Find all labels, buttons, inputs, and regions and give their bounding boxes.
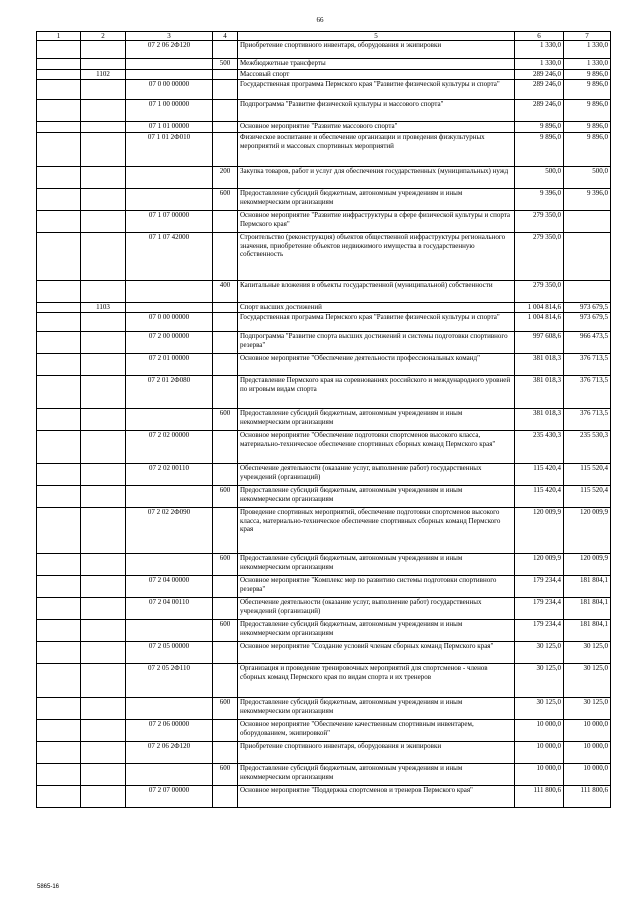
section-code-cell xyxy=(37,281,81,303)
expense-type-cell xyxy=(213,70,238,80)
section-code-cell xyxy=(37,720,81,742)
amount-year2-cell: 376 713,5 xyxy=(564,409,611,431)
item-name-cell: Строительство (реконструкция) объектов общественной инфраструктуры регионального значения, приобретение объектов недвижимого имущества в государственную собственность xyxy=(238,233,515,281)
section-code-cell xyxy=(37,576,81,598)
section-code-cell xyxy=(37,554,81,576)
budget-table xyxy=(36,31,611,808)
expense-type-cell xyxy=(213,720,238,742)
subsection-code-cell xyxy=(81,742,126,764)
expense-type-cell xyxy=(213,642,238,664)
target-article-cell: 07 2 00 00000 xyxy=(126,332,213,354)
amount-year1-cell: 1 330,0 xyxy=(515,41,564,59)
subsection-code-cell xyxy=(81,313,126,332)
table-row xyxy=(37,133,611,167)
expense-type-cell: 600 xyxy=(213,409,238,431)
target-article-cell xyxy=(126,167,213,189)
table-row xyxy=(37,742,611,764)
item-name-cell: Организация и проведение тренировочных мероприятий для спортсменов - членов сборных команд Пермского края по видам спорта и их тренеров xyxy=(238,664,515,698)
item-name-cell: Подпрограмма "Развитие спорта высших достижений и системы подготовки спортивного резерва" xyxy=(238,332,515,354)
column-header: 1 xyxy=(37,32,81,41)
amount-year2-cell: 9 396,0 xyxy=(564,189,611,211)
amount-year2-cell: 115 520,4 xyxy=(564,486,611,508)
section-code-cell xyxy=(37,80,81,100)
expense-type-cell xyxy=(213,576,238,598)
subsection-code-cell xyxy=(81,281,126,303)
target-article-cell: 07 1 01 00000 xyxy=(126,122,213,133)
expense-type-cell: 400 xyxy=(213,281,238,303)
amount-year2-cell xyxy=(564,281,611,303)
subsection-code-cell xyxy=(81,80,126,100)
table-row xyxy=(37,598,611,620)
section-code-cell xyxy=(37,376,81,409)
item-name-cell: Основное мероприятие "Обеспечение деятельности профессиональных команд" xyxy=(238,354,515,376)
item-name-cell: Основное мероприятие "Развитие массового спорта" xyxy=(238,122,515,133)
expense-type-cell: 600 xyxy=(213,764,238,786)
amount-year2-cell: 9 896,0 xyxy=(564,80,611,100)
amount-year2-cell: 30 125,0 xyxy=(564,664,611,698)
expense-type-cell xyxy=(213,211,238,233)
amount-year1-cell: 115 420,4 xyxy=(515,486,564,508)
expense-type-cell xyxy=(213,100,238,122)
amount-year1-cell: 111 800,6 xyxy=(515,786,564,808)
item-name-cell: Капитальные вложения в объекты государственной (муниципальной) собственности xyxy=(238,281,515,303)
expense-type-cell xyxy=(213,508,238,554)
column-header: 7 xyxy=(564,32,611,41)
item-name-cell: Межбюджетные трансферты xyxy=(238,59,515,70)
amount-year2-cell: 120 009,9 xyxy=(564,508,611,554)
item-name-cell: Основное мероприятие "Комплекс мер по развитию системы подготовки спортивного резерва" xyxy=(238,576,515,598)
amount-year1-cell: 9 896,0 xyxy=(515,122,564,133)
subsection-code-cell xyxy=(81,167,126,189)
section-code-cell xyxy=(37,620,81,642)
subsection-code-cell xyxy=(81,464,126,486)
table-row xyxy=(37,409,611,431)
amount-year1-cell: 179 234,4 xyxy=(515,620,564,642)
amount-year1-cell: 120 009,9 xyxy=(515,554,564,576)
subsection-code-cell xyxy=(81,576,126,598)
target-article-cell: 07 2 06 2Ф120 xyxy=(126,742,213,764)
subsection-code-cell xyxy=(81,100,126,122)
amount-year1-cell: 9 896,0 xyxy=(515,133,564,167)
header-row xyxy=(37,32,611,41)
table-row xyxy=(37,59,611,70)
target-article-cell: 07 2 05 00000 xyxy=(126,642,213,664)
subsection-code-cell xyxy=(81,41,126,59)
item-name-cell: Обеспечение деятельности (оказание услуг, выполнение работ) государственных учреждений (организаций) xyxy=(238,464,515,486)
amount-year1-cell: 381 018,3 xyxy=(515,354,564,376)
amount-year1-cell: 997 608,6 xyxy=(515,332,564,354)
table-row xyxy=(37,41,611,59)
item-name-cell: Закупка товаров, работ и услуг для обеспечения государственных (муниципальных) нужд xyxy=(238,167,515,189)
amount-year1-cell: 115 420,4 xyxy=(515,464,564,486)
target-article-cell: 07 2 05 2Ф110 xyxy=(126,664,213,698)
section-code-cell xyxy=(37,211,81,233)
item-name-cell: Предоставление субсидий бюджетным, автономным учреждениям и иным некоммерческим организациям xyxy=(238,554,515,576)
amount-year1-cell: 120 009,9 xyxy=(515,508,564,554)
target-article-cell: 07 2 07 00000 xyxy=(126,786,213,808)
amount-year1-cell: 381 018,3 xyxy=(515,409,564,431)
target-article-cell: 07 1 07 00000 xyxy=(126,211,213,233)
section-code-cell xyxy=(37,233,81,281)
table-row xyxy=(37,620,611,642)
section-code-cell xyxy=(37,332,81,354)
target-article-cell xyxy=(126,59,213,70)
section-code-cell xyxy=(37,70,81,80)
subsection-code-cell xyxy=(81,189,126,211)
amount-year1-cell: 381 018,3 xyxy=(515,376,564,409)
expense-type-cell: 600 xyxy=(213,554,238,576)
amount-year2-cell: 9 896,0 xyxy=(564,133,611,167)
item-name-cell: Обеспечение деятельности (оказание услуг, выполнение работ) государственных учреждений (организаций) xyxy=(238,598,515,620)
table-row xyxy=(37,332,611,354)
section-code-cell xyxy=(37,409,81,431)
subsection-code-cell xyxy=(81,409,126,431)
subsection-code-cell xyxy=(81,431,126,464)
item-name-cell: Массовый спорт xyxy=(238,70,515,80)
amount-year1-cell: 30 125,0 xyxy=(515,642,564,664)
amount-year2-cell: 966 473,5 xyxy=(564,332,611,354)
table-row xyxy=(37,211,611,233)
footer-code: 5865-16 xyxy=(37,884,60,890)
expense-type-cell: 500 xyxy=(213,59,238,70)
section-code-cell xyxy=(37,742,81,764)
expense-type-cell xyxy=(213,303,238,313)
amount-year2-cell: 973 679,5 xyxy=(564,313,611,332)
table-row xyxy=(37,70,611,80)
table-row xyxy=(37,354,611,376)
target-article-cell xyxy=(126,281,213,303)
amount-year2-cell: 9 896,0 xyxy=(564,122,611,133)
section-code-cell xyxy=(37,100,81,122)
amount-year2-cell: 30 125,0 xyxy=(564,642,611,664)
amount-year2-cell: 10 000,0 xyxy=(564,742,611,764)
target-article-cell xyxy=(126,764,213,786)
amount-year2-cell: 181 804,1 xyxy=(564,576,611,598)
table-row xyxy=(37,303,611,313)
subsection-code-cell xyxy=(81,354,126,376)
target-article-cell: 07 2 04 00110 xyxy=(126,598,213,620)
item-name-cell: Предоставление субсидий бюджетным, автономным учреждениям и иным некоммерческим организациям xyxy=(238,698,515,720)
amount-year1-cell: 289 246,0 xyxy=(515,80,564,100)
subsection-code-cell xyxy=(81,786,126,808)
table-row xyxy=(37,189,611,211)
amount-year1-cell: 279 350,0 xyxy=(515,233,564,281)
target-article-cell xyxy=(126,698,213,720)
amount-year1-cell: 30 125,0 xyxy=(515,664,564,698)
amount-year1-cell: 10 000,0 xyxy=(515,764,564,786)
subsection-code-cell xyxy=(81,642,126,664)
item-name-cell: Основное мероприятие "Поддержка спортсменов и тренеров Пермского края" xyxy=(238,786,515,808)
section-code-cell xyxy=(37,303,81,313)
column-header: 4 xyxy=(213,32,238,41)
section-code-cell xyxy=(37,786,81,808)
target-article-cell: 07 2 02 00000 xyxy=(126,431,213,464)
amount-year1-cell: 235 430,3 xyxy=(515,431,564,464)
item-name-cell: Предоставление субсидий бюджетным, автономным учреждениям и иным некоммерческим организациям xyxy=(238,486,515,508)
item-name-cell: Основное мероприятие "Развитие инфраструктуры в сфере физической культуры и спорта Пермского края" xyxy=(238,211,515,233)
amount-year1-cell: 279 350,0 xyxy=(515,281,564,303)
section-code-cell xyxy=(37,664,81,698)
target-article-cell xyxy=(126,303,213,313)
target-article-cell: 07 2 06 2Ф120 xyxy=(126,41,213,59)
subsection-code-cell xyxy=(81,332,126,354)
expense-type-cell: 600 xyxy=(213,620,238,642)
item-name-cell: Государственная программа Пермского края "Развитие физической культуры и спорта" xyxy=(238,313,515,332)
section-code-cell xyxy=(37,167,81,189)
subsection-code-cell xyxy=(81,764,126,786)
table-row xyxy=(37,431,611,464)
table-row xyxy=(37,720,611,742)
expense-type-cell: 200 xyxy=(213,167,238,189)
target-article-cell: 07 1 07 42000 xyxy=(126,233,213,281)
table-row xyxy=(37,554,611,576)
expense-type-cell xyxy=(213,786,238,808)
expense-type-cell xyxy=(213,80,238,100)
item-name-cell: Государственная программа Пермского края "Развитие физической культуры и спорта" xyxy=(238,80,515,100)
item-name-cell: Основное мероприятие "Обеспечение подготовки спортсменов высокого класса, материально-техническое обеспечение спортивных сборных команд Пермского края" xyxy=(238,431,515,464)
item-name-cell: Подпрограмма "Развитие физической культуры и массового спорта" xyxy=(238,100,515,122)
section-code-cell xyxy=(37,698,81,720)
section-code-cell xyxy=(37,431,81,464)
item-name-cell: Основное мероприятие "Создание условий членам сборных команд Пермского края" xyxy=(238,642,515,664)
subsection-code-cell xyxy=(81,508,126,554)
amount-year2-cell: 10 000,0 xyxy=(564,764,611,786)
item-name-cell: Проведение спортивных мероприятий, обеспечение подготовки спортсменов высокого класса, материально-техническое обеспечение спортивных сборных команд Пермского края xyxy=(238,508,515,554)
target-article-cell xyxy=(126,620,213,642)
section-code-cell xyxy=(37,59,81,70)
subsection-code-cell xyxy=(81,620,126,642)
amount-year2-cell: 9 896,0 xyxy=(564,70,611,80)
table-body xyxy=(37,41,611,808)
page-number: 66 xyxy=(316,16,324,24)
target-article-cell: 07 2 04 00000 xyxy=(126,576,213,598)
amount-year1-cell: 289 246,0 xyxy=(515,100,564,122)
table-row xyxy=(37,508,611,554)
item-name-cell: Предоставление субсидий бюджетным, автономным учреждениям и иным некоммерческим организациям xyxy=(238,189,515,211)
item-name-cell: Физическое воспитание и обеспечение организации и проведения физкультурных мероприятий и массовых спортивных мероприятий xyxy=(238,133,515,167)
amount-year1-cell: 179 234,4 xyxy=(515,598,564,620)
expense-type-cell: 600 xyxy=(213,698,238,720)
target-article-cell: 07 2 06 00000 xyxy=(126,720,213,742)
amount-year2-cell: 115 520,4 xyxy=(564,464,611,486)
amount-year2-cell: 973 679,5 xyxy=(564,303,611,313)
expense-type-cell xyxy=(213,664,238,698)
table-row xyxy=(37,313,611,332)
target-article-cell: 07 2 01 2Ф080 xyxy=(126,376,213,409)
target-article-cell: 07 2 02 00110 xyxy=(126,464,213,486)
amount-year2-cell: 120 009,9 xyxy=(564,554,611,576)
expense-type-cell xyxy=(213,598,238,620)
table-row xyxy=(37,233,611,281)
item-name-cell: Основное мероприятие "Обеспечение качественным спортивным инвентарем, оборудованием, экипировкой" xyxy=(238,720,515,742)
amount-year2-cell: 500,0 xyxy=(564,167,611,189)
expense-type-cell xyxy=(213,431,238,464)
target-article-cell: 07 2 01 00000 xyxy=(126,354,213,376)
expense-type-cell: 600 xyxy=(213,486,238,508)
amount-year2-cell: 181 804,1 xyxy=(564,620,611,642)
subsection-code-cell xyxy=(81,486,126,508)
column-header: 3 xyxy=(126,32,213,41)
amount-year1-cell: 9 396,0 xyxy=(515,189,564,211)
amount-year1-cell: 500,0 xyxy=(515,167,564,189)
target-article-cell xyxy=(126,554,213,576)
section-code-cell xyxy=(37,642,81,664)
amount-year2-cell: 10 000,0 xyxy=(564,720,611,742)
table-row xyxy=(37,100,611,122)
amount-year2-cell xyxy=(564,211,611,233)
table-row xyxy=(37,80,611,100)
expense-type-cell xyxy=(213,41,238,59)
section-code-cell xyxy=(37,354,81,376)
section-code-cell xyxy=(37,764,81,786)
item-name-cell: Предоставление субсидий бюджетным, автономным учреждениям и иным некоммерческим организациям xyxy=(238,620,515,642)
subsection-code-cell xyxy=(81,59,126,70)
subsection-code-cell xyxy=(81,233,126,281)
subsection-code-cell xyxy=(81,211,126,233)
target-article-cell xyxy=(126,70,213,80)
target-article-cell: 07 1 01 2Ф010 xyxy=(126,133,213,167)
amount-year2-cell: 9 896,0 xyxy=(564,100,611,122)
amount-year2-cell: 1 330,0 xyxy=(564,59,611,70)
table-row xyxy=(37,464,611,486)
expense-type-cell xyxy=(213,376,238,409)
target-article-cell: 07 0 00 00000 xyxy=(126,80,213,100)
amount-year1-cell: 1 004 814,6 xyxy=(515,313,564,332)
section-code-cell xyxy=(37,508,81,554)
table-row xyxy=(37,764,611,786)
expense-type-cell: 600 xyxy=(213,189,238,211)
table-row xyxy=(37,122,611,133)
amount-year1-cell: 30 125,0 xyxy=(515,698,564,720)
amount-year1-cell: 279 350,0 xyxy=(515,211,564,233)
target-article-cell: 07 2 02 2Ф090 xyxy=(126,508,213,554)
subsection-code-cell xyxy=(81,720,126,742)
section-code-cell xyxy=(37,486,81,508)
expense-type-cell xyxy=(213,742,238,764)
amount-year2-cell: 376 713,5 xyxy=(564,354,611,376)
target-article-cell: 07 1 00 00000 xyxy=(126,100,213,122)
target-article-cell xyxy=(126,486,213,508)
expense-type-cell xyxy=(213,133,238,167)
section-code-cell xyxy=(37,41,81,59)
section-code-cell xyxy=(37,598,81,620)
subsection-code-cell xyxy=(81,598,126,620)
subsection-code-cell xyxy=(81,133,126,167)
amount-year1-cell: 1 330,0 xyxy=(515,59,564,70)
expense-type-cell xyxy=(213,122,238,133)
amount-year1-cell: 289 246,0 xyxy=(515,70,564,80)
subsection-code-cell: 1102 xyxy=(81,70,126,80)
section-code-cell xyxy=(37,464,81,486)
amount-year1-cell: 10 000,0 xyxy=(515,720,564,742)
table-row xyxy=(37,576,611,598)
table-row xyxy=(37,664,611,698)
amount-year2-cell: 181 804,1 xyxy=(564,598,611,620)
expense-type-cell xyxy=(213,354,238,376)
amount-year2-cell: 30 125,0 xyxy=(564,698,611,720)
target-article-cell xyxy=(126,189,213,211)
item-name-cell: Приобретение спортивного инвентаря, оборудования и экипировки xyxy=(238,742,515,764)
section-code-cell xyxy=(37,313,81,332)
amount-year2-cell: 111 800,6 xyxy=(564,786,611,808)
section-code-cell xyxy=(37,122,81,133)
column-header: 6 xyxy=(515,32,564,41)
column-header: 5 xyxy=(238,32,515,41)
item-name-cell: Представление Пермского края на соревнованиях российского и международного уровней по игровым видам спорта xyxy=(238,376,515,409)
item-name-cell: Приобретение спортивного инвентаря, оборудования и экипировки xyxy=(238,41,515,59)
item-name-cell: Спорт высших достижений xyxy=(238,303,515,313)
amount-year2-cell: 235 530,3 xyxy=(564,431,611,464)
subsection-code-cell xyxy=(81,664,126,698)
item-name-cell: Предоставление субсидий бюджетным, автономным учреждениям и иным некоммерческим организациям xyxy=(238,764,515,786)
section-code-cell xyxy=(37,133,81,167)
amount-year1-cell: 179 234,4 xyxy=(515,576,564,598)
subsection-code-cell xyxy=(81,698,126,720)
target-article-cell xyxy=(126,409,213,431)
table-row xyxy=(37,281,611,303)
expense-type-cell xyxy=(213,313,238,332)
table-row xyxy=(37,786,611,808)
table-row xyxy=(37,486,611,508)
amount-year2-cell xyxy=(564,233,611,281)
subsection-code-cell xyxy=(81,554,126,576)
table-row xyxy=(37,376,611,409)
amount-year1-cell: 10 000,0 xyxy=(515,742,564,764)
item-name-cell: Предоставление субсидий бюджетным, автономным учреждениям и иным некоммерческим организациям xyxy=(238,409,515,431)
amount-year1-cell: 1 004 814,6 xyxy=(515,303,564,313)
amount-year2-cell: 1 330,0 xyxy=(564,41,611,59)
table-row xyxy=(37,698,611,720)
expense-type-cell xyxy=(213,464,238,486)
amount-year2-cell: 376 713,5 xyxy=(564,376,611,409)
section-code-cell xyxy=(37,189,81,211)
expense-type-cell xyxy=(213,233,238,281)
column-header: 2 xyxy=(81,32,126,41)
expense-type-cell xyxy=(213,332,238,354)
table-row xyxy=(37,167,611,189)
subsection-code-cell: 1103 xyxy=(81,303,126,313)
subsection-code-cell xyxy=(81,376,126,409)
table-row xyxy=(37,642,611,664)
subsection-code-cell xyxy=(81,122,126,133)
target-article-cell: 07 0 00 00000 xyxy=(126,313,213,332)
